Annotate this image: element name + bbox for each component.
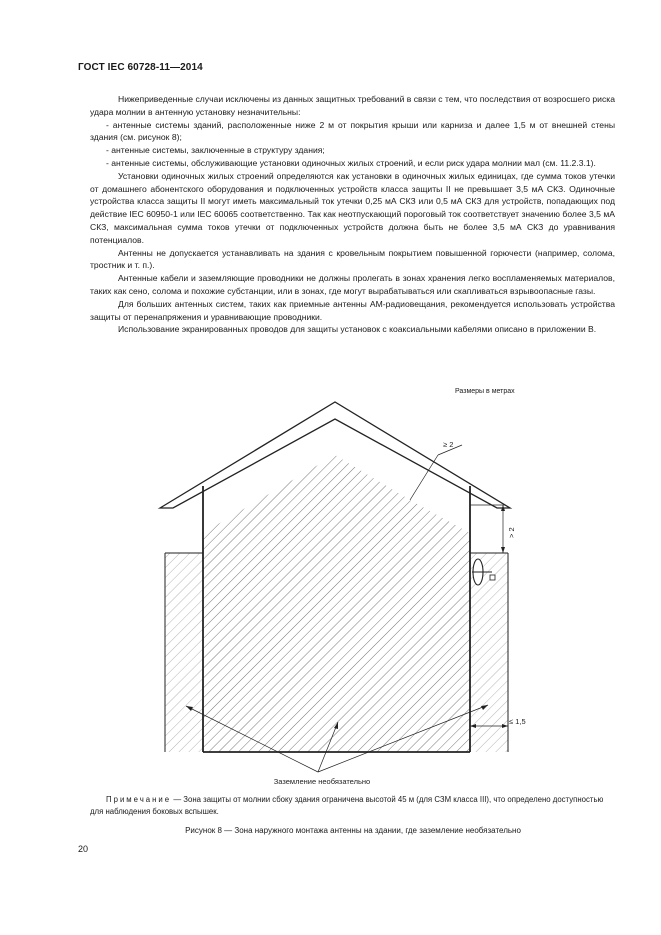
paragraph: Установки одиночных жилых строений определяются как установки в одиночных жилых единицах, где сумма токов утечки от домашнего абонентского оборудования и подключенных устройств класса защиты II не превышает 3,5 мА СКЗ. Одиночные устройства класса защиты II могут иметь максимальный ток утечки 0,25 мА СКЗ или 0,5 мА СКЗ для устройств, попадающих под действие IEC 60950-1 или IEC 60065 соответственно. Так как неотпускающий пороговый ток соответствует значению более 3,5 мА СКЗ, максимальная сумма токов утечки от подключенных устройств должна быть не более 3,5 мА СКЗ до уравнивания потенциалов. bbox=[90, 170, 615, 245]
protected-zone bbox=[203, 455, 470, 752]
paragraph: Нижеприведенные случаи исключены из данных защитных требований в связи с тем, что последствия от возросшего риска удара молнии в антенную установку незначительны: bbox=[90, 94, 616, 117]
height-dimension-label: > 2 bbox=[507, 527, 516, 538]
roof-dimension-label: ≥ 2 bbox=[443, 440, 454, 449]
figure-caption: Рисунок 8 — Зона наружного монтажа антенны на здании, где заземление необязательно bbox=[185, 826, 521, 835]
figure-note bbox=[90, 794, 615, 818]
paragraph: Антенны не допускается устанавливать на здания с кровельным покрытием повышенной горючести (например, солома, тростник и т. п.). bbox=[90, 247, 615, 271]
list-item: - антенные системы зданий, расположенные ниже 2 м от покрытия крыши или карниза и далее 1,5 м от внешней стены здания (см. рисунок 8); bbox=[90, 119, 615, 143]
paragraph: Для больших антенных систем, таких как приемные антенны АМ-радиовещания, рекомендуется использовать устройства защиты от перенапряжения и уравнивающие проводники. bbox=[90, 298, 615, 322]
list-item: - антенные системы, заключенные в структуру здания; bbox=[106, 145, 325, 156]
note-lead: Примечание bbox=[106, 795, 172, 804]
building-antenna-zone-diagram bbox=[150, 398, 570, 793]
page-number: 20 bbox=[78, 844, 89, 854]
note-text: — Зона защиты от молнии сбоку здания ограничена высотой 45 м (для СЗМ класса III), что определено доступностью для наблюдения боковых вспышек. bbox=[90, 795, 604, 816]
ground-label: Заземление необязательно bbox=[273, 777, 371, 786]
paragraph: Антенные кабели и заземляющие проводники не должны пролегать в зонах хранения легко воспламеняемых материалов, таких как сено, солома и похожие субстанции, или в зонах, где могут вырабатываться или скапливаться взрывоопасные газы. bbox=[90, 273, 615, 296]
ground-zone-left bbox=[165, 553, 203, 752]
list-item: - антенные системы, обслуживающие установки одиночных жилых строений, и если риск удара молнии мал (см. 11.2.3.1). bbox=[106, 157, 596, 168]
body-text bbox=[90, 93, 615, 336]
wall-distance-label: ≤ 1,5 bbox=[509, 717, 526, 726]
document-header: ГОСТ IEC 60728-11—2014 bbox=[78, 62, 203, 73]
paragraph: Использование экранированных проводов для защиты установок с коаксиальными кабелями описано в приложении В. bbox=[118, 324, 597, 335]
units-label: Размеры в метрах bbox=[455, 388, 515, 395]
